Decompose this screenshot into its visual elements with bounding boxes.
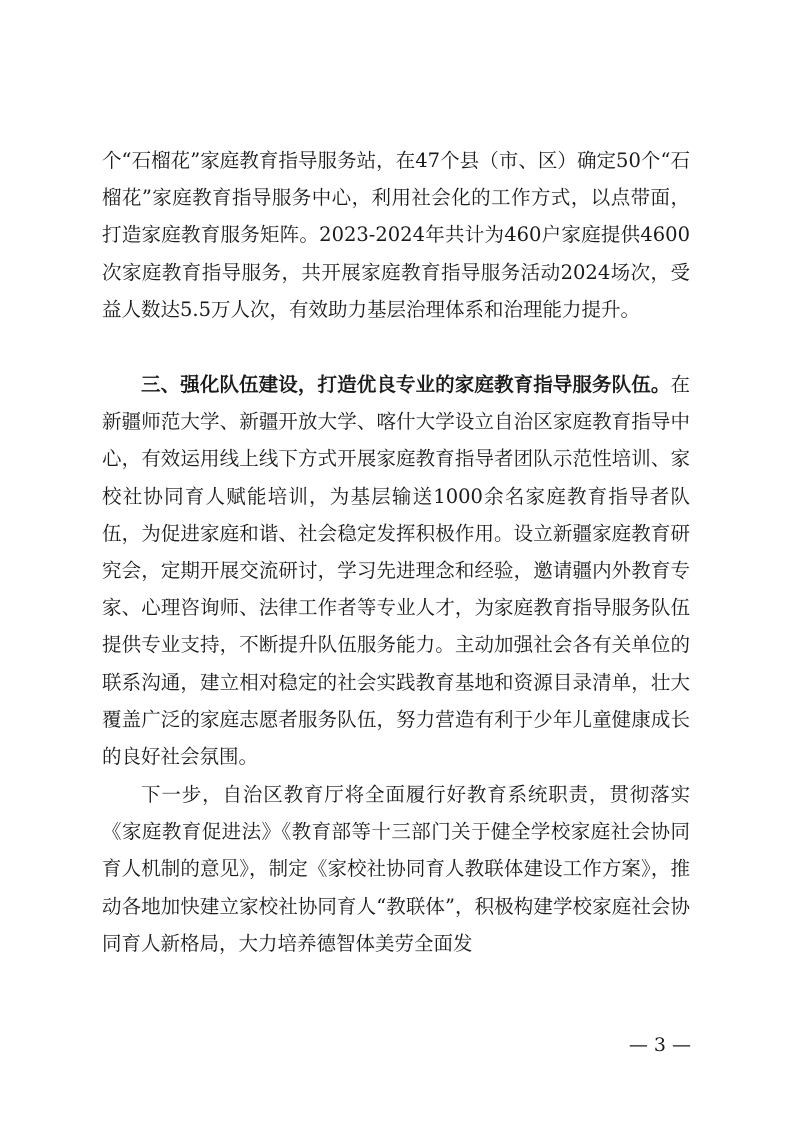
paragraph-continuation bbox=[102, 142, 690, 328]
paragraph-3-text: 下一步，自治区教育厅将全面履行好教育系统职责，贯彻落实《家庭教育促进法》《教育部等十三部门关于健全学校家庭社会协同育人机制的意见》，制定《家校社协同育人教联体建设工作方案》，推动各地加快建立家校社协同育人“教联体”，积极构建学校家庭社会协同育人新格局，大力培养德智体美劳全面发 bbox=[102, 783, 690, 955]
page-number: — 3 — bbox=[628, 1034, 691, 1056]
paragraph-2-text: 在新疆师范大学、新疆开放大学、喀什大学设立自治区家庭教育指导中心，有效运用线上线下方式开展家庭教育指导者团队示范性培训、家校社协同育人赋能培训，为基层输送1000余名家庭教育指导者队伍，为促进家庭和谐、社会稳定发挥积极作用。设立新疆家庭教育研究会，定期开展交流研讨，学习先进理念和经验，邀请疆内外教育专家、心理咨询师、法律工作者等专业人才，为家庭教育指导服务队伍提供专业支持，不断提升队伍服务能力。主动加强社会各有关单位的联系沟通，建立相对稳定的社会实践教育基地和资源目录清单，壮大覆盖广泛的家庭志愿者服务队伍，努力营造有利于少年儿童健康成长的良好社会氛围。 bbox=[102, 373, 690, 769]
paragraph-section-three bbox=[102, 366, 690, 775]
paragraph-next-steps bbox=[102, 776, 690, 962]
paragraph-1-text: 个“石榴花”家庭教育指导服务站，在47个县（市、区）确定50个“石榴花”家庭教育指导服务中心，利用社会化的工作方式，以点带面，打造家庭教育服务矩阵。2023-2024年共计为460户家庭提供4600次家庭教育指导服务，共开展家庭教育指导服务活动2024场次，受益人数达5.5万人次，有效助力基层治理体系和治理能力提升。 bbox=[102, 149, 690, 321]
section-three-heading: 三、强化队伍建设，打造优良专业的家庭教育指导服务队伍。 bbox=[141, 373, 671, 396]
